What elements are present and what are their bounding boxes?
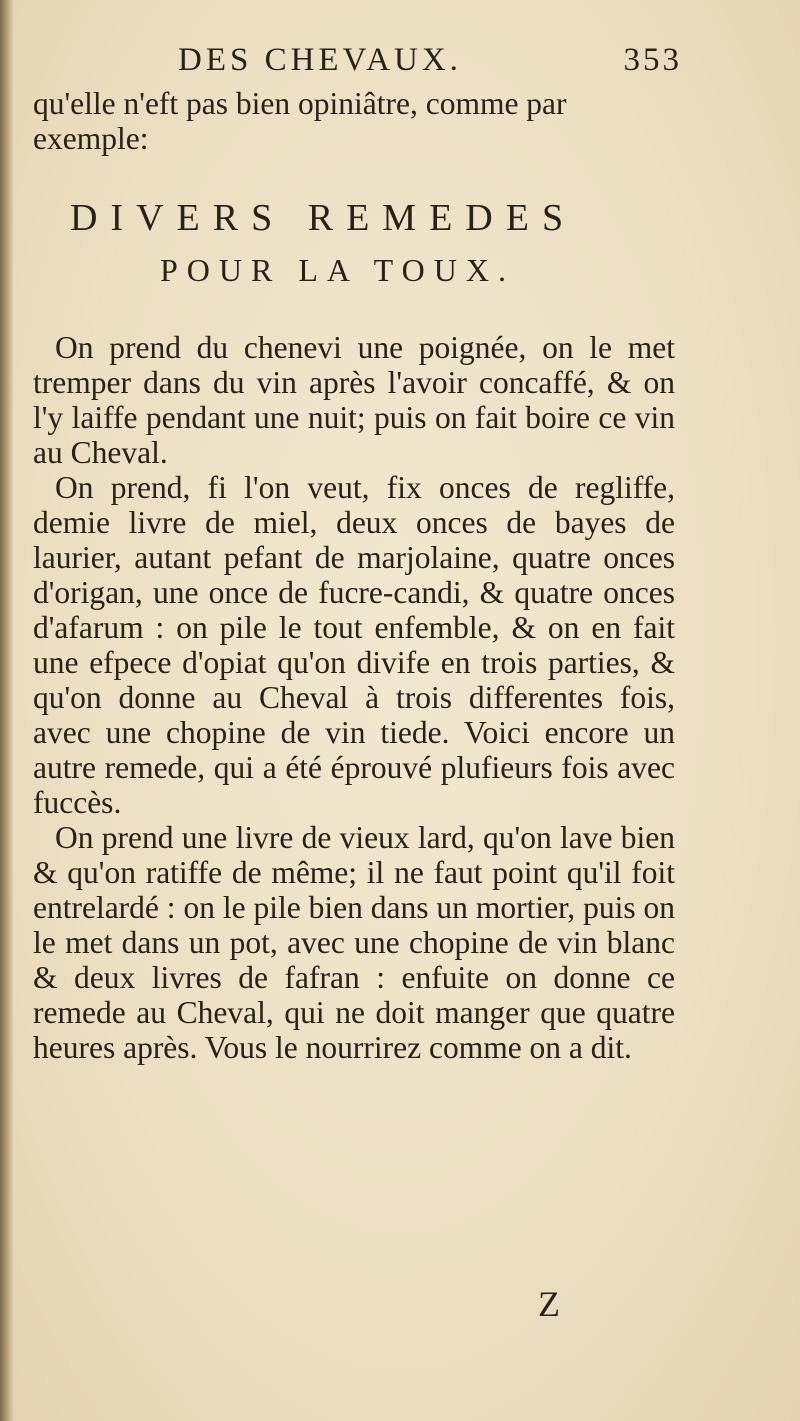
paragraph-2: On prend, fi l'on veut, fix onces de regliffe, demie livre de miel, deux onces de bayes de laurier, autant pefant de marjolaine, quatre onces d'origan, une once de fucre-candi, & quatre onces d'afarum : on pile le tout enfemble, & on en fait une efpece d'opiat qu'on divife en trois parties, & qu'on donne au Cheval à trois differentes fois, avec une chopine de vin tiede. Voici encore un autre remede, qui a été éprouvé plufieurs fois avec fuccès.: [33, 470, 675, 820]
page-number: 353: [623, 42, 682, 78]
paragraph-1: On prend du chenevi une poignée, on le met tremper dans du vin après l'avoir concaffé, & on l'y laiffe pendant une nuit; puis on fait boire ce vin au Cheval.: [33, 330, 675, 470]
page-gutter-shadow: [0, 0, 14, 1421]
running-title: DES CHEVAUX.: [178, 42, 462, 78]
intro-text: qu'elle n'eft pas bien opiniâtre, comme par exemple:: [33, 86, 567, 156]
section-subtitle: POUR LA TOUX.: [160, 252, 515, 288]
page-header: [0, 42, 800, 86]
paragraph-3: On prend une livre de vieux lard, qu'on lave bien & qu'on ratiffe de même; il ne faut point qu'il foit entrelardé : on le pile bien dans un mortier, puis on le met dans un pot, avec une chopine de vin blanc & deux livres de fafran : enfuite on donne ce remede au Cheval, qui ne doit manger que quatre heures après. Vous le nourrirez comme on a dit.: [33, 820, 675, 1065]
signature-mark: Z: [538, 1284, 560, 1324]
section-title: DIVERS REMEDES: [70, 197, 577, 239]
body-text: [33, 330, 675, 1065]
